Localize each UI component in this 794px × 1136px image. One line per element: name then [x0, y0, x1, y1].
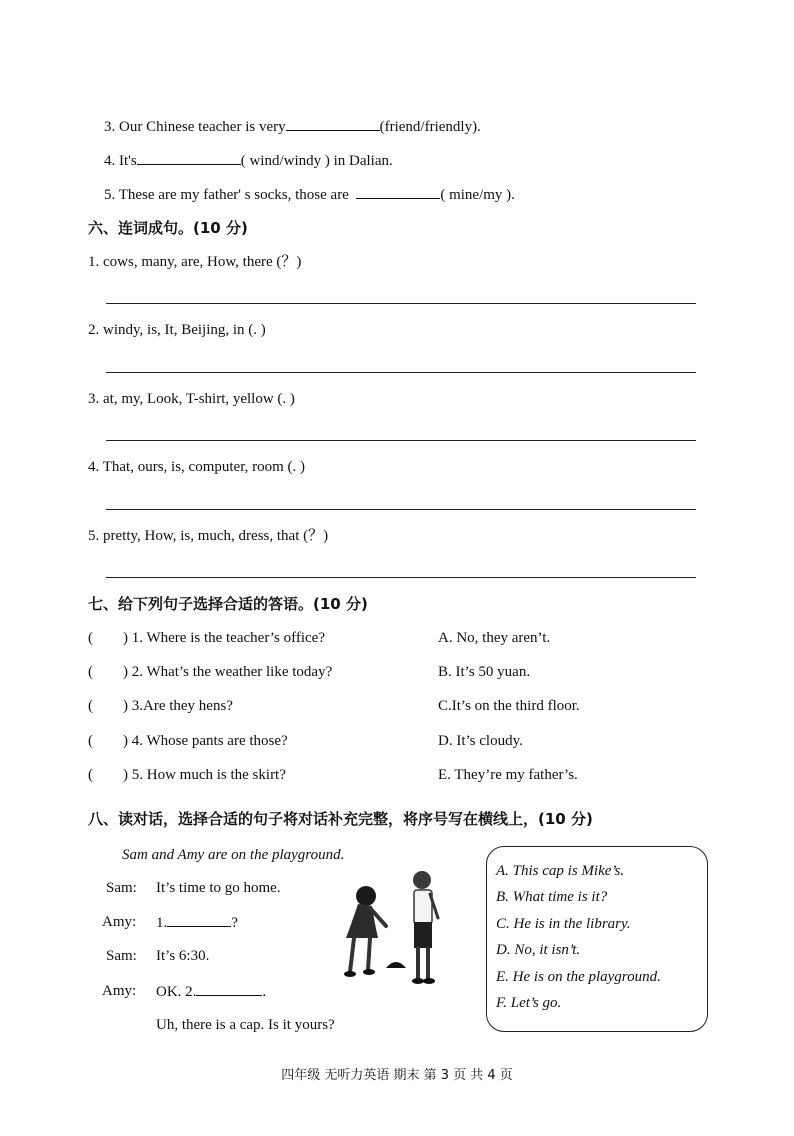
- reorder-item-5: 5. pretty, How, is, much, dress, that (？): [88, 528, 329, 544]
- reorder-item-1: 1. cows, many, are, How, there (？): [88, 254, 302, 270]
- boy-shorts: [414, 922, 432, 948]
- answer-blank[interactable]: [286, 116, 380, 131]
- children-playground-illustration: [334, 860, 454, 990]
- cap-icon: [386, 962, 406, 968]
- reorder-item-4: 4. That, ours, is, computer, room (. ): [88, 459, 306, 475]
- section-6-title: 六、连词成句。(10 分): [88, 219, 248, 237]
- dialogue-speaker-3: Sam:: [106, 948, 137, 964]
- dialogue-line-4: [156, 981, 266, 1002]
- dialogue-speaker-1: Sam:: [106, 880, 137, 896]
- reorder-item-3: 3. at, my, Look, T-shirt, yellow (. ): [88, 391, 295, 407]
- punctuation: ?: [231, 915, 238, 931]
- option-a: A. This cap is Mike’s.: [496, 863, 625, 879]
- option-e: E. He is on the playground.: [496, 969, 661, 985]
- options-box: [486, 846, 708, 1032]
- answer-line-3[interactable]: [106, 440, 696, 441]
- match-answer-a: A. No, they aren’t.: [438, 630, 551, 646]
- blank-number: OK. 2.: [156, 984, 197, 1000]
- question-hint: ( wind/windy ) in Dalian.: [240, 153, 393, 169]
- question-text: 3. Our Chinese teacher is very: [104, 119, 286, 135]
- page-footer: 四年级 无听力英语 期末 第 3 页 共 4 页: [281, 1068, 513, 1083]
- match-answer-c: C.It’s on the third floor.: [438, 698, 580, 714]
- answer-line-2[interactable]: [106, 372, 696, 373]
- match-answer-e: E. They’re my father’s.: [438, 767, 578, 783]
- girl-head: [356, 886, 376, 906]
- match-answer-b: B. It’s 50 yuan.: [438, 664, 531, 680]
- scene-description: Sam and Amy are on the playground.: [122, 847, 345, 863]
- boy-shoe: [423, 978, 435, 984]
- blank-number: 1.: [156, 915, 168, 931]
- fill-question-4: [104, 150, 393, 171]
- dialogue-line-5: Uh, there is a cap. Is it yours?: [156, 1017, 335, 1033]
- question-text: 5. These are my father' s socks, those are: [104, 187, 349, 203]
- answer-blank[interactable]: [137, 150, 241, 165]
- punctuation: .: [262, 984, 267, 1000]
- match-question-1: ( ) 1. Where is the teacher’s office?: [88, 630, 325, 646]
- question-text: 4. It's: [104, 153, 137, 169]
- girl-leg-right: [368, 938, 370, 970]
- fill-question-5: [104, 184, 515, 205]
- match-question-2: ( ) 2. What’s the weather like today?: [88, 664, 333, 680]
- boy-head: [413, 871, 431, 889]
- answer-blank[interactable]: [356, 184, 440, 199]
- option-c: C. He is in the library.: [496, 916, 631, 932]
- option-f: F. Let’s go.: [496, 995, 562, 1011]
- option-b: B. What time is it?: [496, 889, 608, 905]
- answer-line-5[interactable]: [106, 577, 696, 578]
- option-d: D. No, it isn’t.: [496, 942, 581, 958]
- question-hint: ( mine/my ).: [440, 187, 515, 203]
- question-hint: (friend/friendly).: [379, 119, 481, 135]
- dialogue-line-2: [156, 912, 238, 933]
- dialogue-speaker-2: Amy:: [102, 914, 137, 930]
- match-question-5: ( ) 5. How much is the skirt?: [88, 767, 286, 783]
- section-7-title: 七、给下列句子选择合适的答语。(10 分): [88, 595, 368, 613]
- girl-shoe: [344, 971, 356, 977]
- fill-question-3: [104, 116, 481, 137]
- answer-line-1[interactable]: [106, 303, 696, 304]
- match-question-3: ( ) 3.Are they hens?: [88, 698, 233, 714]
- match-answer-d: D. It’s cloudy.: [438, 733, 523, 749]
- answer-blank[interactable]: [167, 912, 231, 927]
- answer-blank[interactable]: [196, 981, 262, 996]
- section-8-title: 八、读对话，选择合适的句子将对话补充完整，将序号写在横线上，(10 分): [88, 810, 593, 828]
- match-question-4: ( ) 4. Whose pants are those?: [88, 733, 288, 749]
- reorder-item-2: 2. windy, is, It, Beijing, in (. ): [88, 322, 266, 338]
- answer-line-4[interactable]: [106, 509, 696, 510]
- girl-leg-left: [350, 938, 354, 972]
- dialogue-speaker-4: Amy:: [102, 983, 137, 999]
- dialogue-line-1: It’s time to go home.: [156, 880, 281, 896]
- boy-shoe: [412, 978, 424, 984]
- dialogue-line-3: It’s 6:30.: [156, 948, 210, 964]
- girl-shoe: [363, 969, 375, 975]
